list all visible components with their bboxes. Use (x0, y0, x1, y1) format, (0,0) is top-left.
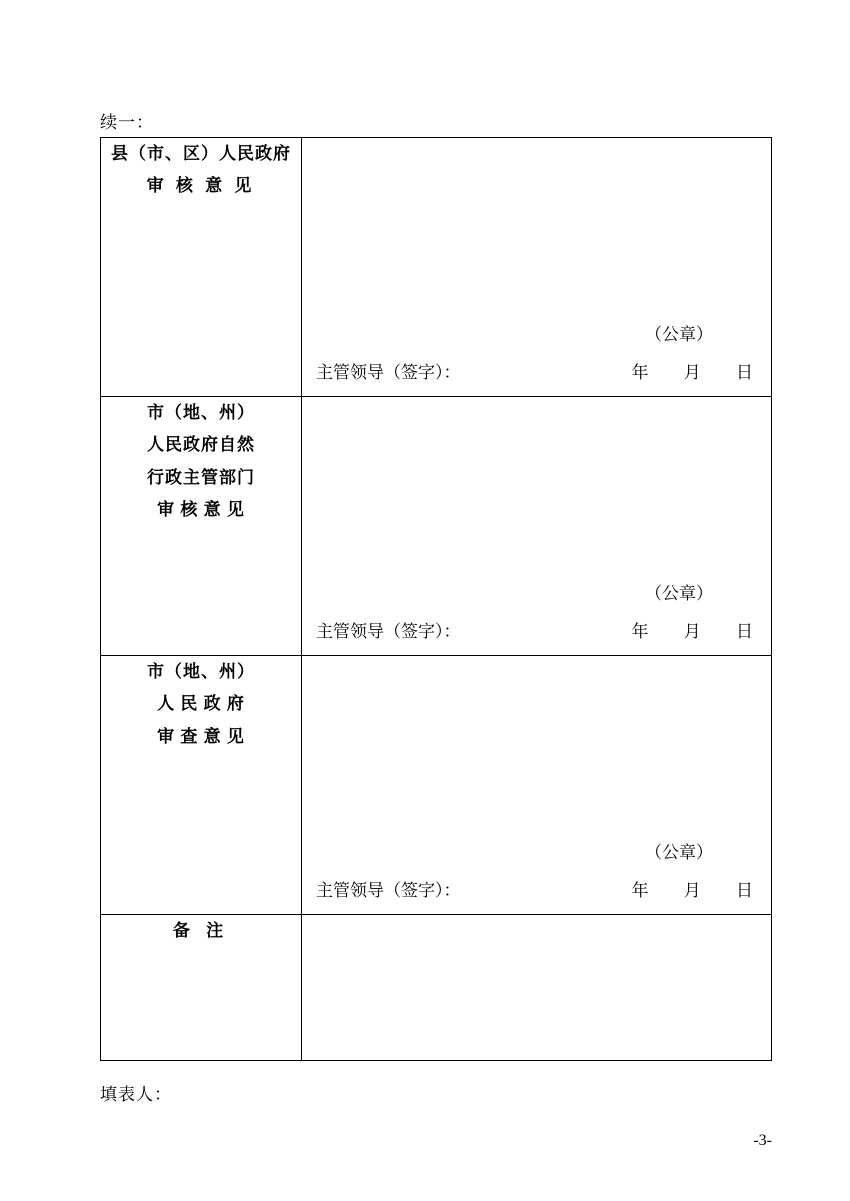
date-line: 年 月 日 (631, 622, 753, 641)
table-row-city-dept-review (101, 397, 772, 656)
signature-label: 主管领导（签字）： (316, 622, 461, 641)
page-number: -3- (753, 1132, 772, 1149)
row-label-city-gov-review: 市（地、州） 人 民 政 府 审 查 意 见 (101, 656, 302, 915)
filler-label: 填表人： (100, 1085, 172, 1104)
row-label-remarks: 备 注 (101, 915, 302, 1061)
signature-line (316, 617, 761, 642)
seal-placeholder: （公章） (645, 325, 713, 344)
row-content-remarks[interactable] (302, 915, 772, 1061)
seal-placeholder: （公章） (645, 843, 713, 862)
seal-placeholder: （公章） (645, 584, 713, 603)
row-label-county-review: 县（市、区）人民政府 审 核 意 见 (101, 138, 302, 397)
signature-label: 主管领导（签字）： (316, 363, 461, 382)
row-content-city-dept-review[interactable] (302, 397, 772, 656)
row-label-city-dept-review: 市（地、州） 人民政府自然 行政主管部门 审 核 意 见 (101, 397, 302, 656)
date-line: 年 月 日 (631, 881, 753, 900)
table-row-remarks (101, 915, 772, 1061)
approval-form-table (100, 137, 772, 1061)
table-row-county-review (101, 138, 772, 397)
signature-label: 主管领导（签字）： (316, 881, 461, 900)
row-content-city-gov-review[interactable] (302, 656, 772, 915)
row-content-county-review[interactable] (302, 138, 772, 397)
date-line: 年 月 日 (631, 363, 753, 382)
continuation-label: 续一： (100, 113, 154, 132)
signature-line (316, 358, 761, 383)
signature-line (316, 876, 761, 901)
table-row-city-gov-review (101, 656, 772, 915)
